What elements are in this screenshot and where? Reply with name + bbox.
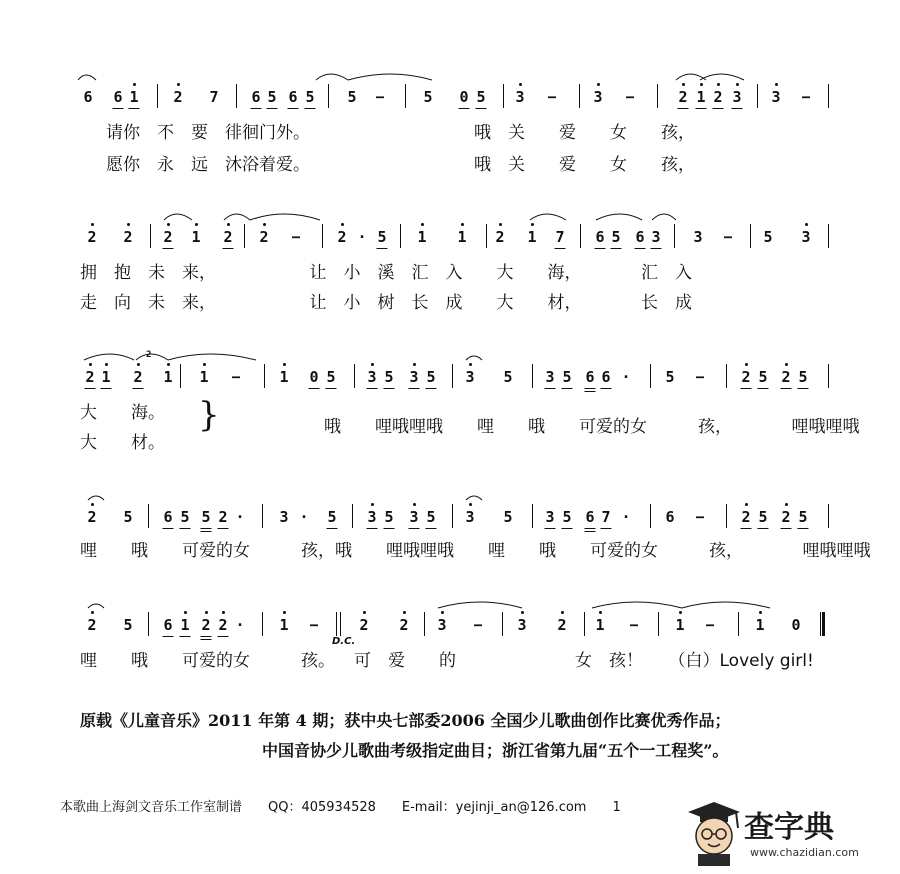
barline — [244, 224, 245, 248]
note: 6 — [665, 508, 675, 526]
note: 3 — [771, 88, 780, 106]
note: 2 — [713, 88, 722, 106]
note: 2 — [87, 508, 96, 526]
note: 1 — [163, 368, 172, 386]
lyric-line: 哦 哩哦哩哦 哩 哦 可爱的女 孩， 哩哦哩哦 — [324, 417, 860, 437]
barline — [658, 612, 659, 636]
note: − — [309, 616, 319, 634]
final-barline — [820, 612, 825, 636]
note: 2 — [218, 508, 227, 526]
barline — [262, 504, 263, 528]
graduate-avatar-icon — [684, 796, 744, 866]
note: − — [695, 368, 705, 386]
note: 5 — [423, 88, 433, 106]
note: 2 — [259, 228, 268, 246]
note: · — [235, 616, 245, 634]
lyric-line: 可 爱 的 女 孩！ （白）Lovely girl! — [354, 651, 814, 671]
barline — [452, 504, 453, 528]
note: − — [547, 88, 557, 106]
note: 6 — [251, 88, 260, 106]
note: 3 — [801, 228, 810, 246]
barline — [328, 84, 329, 108]
note: 3 — [515, 88, 524, 106]
note: 2 — [201, 616, 210, 634]
note: 5 — [758, 368, 767, 386]
barline — [352, 504, 353, 528]
barline — [828, 224, 829, 248]
barline — [405, 84, 406, 108]
note: 1 — [191, 228, 200, 246]
note: 0 — [309, 368, 318, 386]
note: 3 — [409, 508, 418, 526]
note: 5 — [180, 508, 189, 526]
lyric-line: 大 材。 — [80, 433, 165, 453]
barline — [532, 504, 533, 528]
note: 5 — [763, 228, 773, 246]
barline — [750, 224, 751, 248]
note: 0 — [791, 616, 801, 634]
note: − — [473, 616, 483, 634]
note: 5 — [562, 508, 571, 526]
slur-marks — [0, 208, 900, 222]
slur-marks — [0, 348, 900, 362]
award-note: 中国音协少儿歌曲考级指定曲目；浙江省第九届“五个一工程奖”。 — [262, 741, 729, 760]
note: 7 — [601, 508, 610, 526]
grace-note: 2 — [146, 350, 152, 360]
note: 5 — [327, 508, 336, 526]
note: 5 — [503, 508, 513, 526]
barline — [738, 612, 739, 636]
note: − — [231, 368, 241, 386]
note: 3 — [545, 508, 554, 526]
barline — [726, 504, 727, 528]
slur-marks — [0, 596, 900, 610]
note: 5 — [201, 508, 210, 526]
note: 6 — [595, 228, 604, 246]
note: 5 — [377, 228, 386, 246]
note: 2 — [557, 616, 566, 634]
note: 1 — [696, 88, 705, 106]
note: 3 — [465, 508, 474, 526]
barline — [503, 84, 504, 108]
note: 5 — [347, 88, 357, 106]
barline — [580, 224, 581, 248]
barline — [650, 364, 651, 388]
slur-marks — [0, 68, 900, 82]
lyric-line: 大 海。 — [80, 403, 165, 423]
note: 2 — [173, 88, 182, 106]
note: 2 — [495, 228, 504, 246]
barline — [157, 84, 158, 108]
note: − — [625, 88, 635, 106]
barline — [400, 224, 401, 248]
note: − — [723, 228, 733, 246]
note: 5 — [758, 508, 767, 526]
note: 2 — [87, 228, 96, 246]
logo-url: www.chazidian.com — [750, 846, 859, 859]
note: 5 — [426, 368, 435, 386]
note: 5 — [384, 508, 393, 526]
barline — [828, 364, 829, 388]
slur-marks — [0, 488, 900, 502]
note: 6 — [163, 616, 172, 634]
note: − — [695, 508, 705, 526]
barline — [148, 612, 149, 636]
score-system-5 — [0, 610, 900, 640]
lyric-line: 请你 不 要 徘徊门外。 — [106, 123, 310, 143]
note: 5 — [503, 368, 513, 386]
note: 2 — [87, 616, 96, 634]
note: 5 — [384, 368, 393, 386]
note: 6 — [635, 228, 644, 246]
note: 1 — [199, 368, 208, 386]
note: 3 — [367, 508, 376, 526]
dc-mark: D.C. — [332, 636, 356, 647]
note: 3 — [437, 616, 446, 634]
barline — [150, 224, 151, 248]
barline — [532, 364, 533, 388]
note: 2 — [781, 368, 790, 386]
note: 3 — [732, 88, 741, 106]
note: 2 — [337, 228, 346, 246]
note: 1 — [129, 88, 138, 106]
lyric-line: 哩 哦 可爱的女 孩。 — [80, 651, 335, 671]
note: 3 — [651, 228, 660, 246]
lyric-line: 走 向 未 来， 让 小 树 长 成 大 材， 长 成 — [80, 293, 692, 313]
logo-text: 查字典 — [744, 810, 834, 845]
note: − — [291, 228, 301, 246]
note: 3 — [693, 228, 703, 246]
note: 2 — [781, 508, 790, 526]
note: 5 — [665, 368, 675, 386]
note: · — [235, 508, 245, 526]
note: − — [801, 88, 811, 106]
note: 5 — [326, 368, 335, 386]
note: · — [621, 368, 631, 386]
note: 2 — [741, 368, 750, 386]
barline — [354, 364, 355, 388]
note: 5 — [426, 508, 435, 526]
note: 2 — [223, 228, 232, 246]
barline — [264, 364, 265, 388]
barline — [148, 504, 149, 528]
note: − — [629, 616, 639, 634]
note: − — [705, 616, 715, 634]
note: 1 — [595, 616, 604, 634]
note: 6 — [163, 508, 172, 526]
note: 1 — [101, 368, 110, 386]
note: 2 — [163, 228, 172, 246]
note: 2 — [123, 228, 132, 246]
lyric-line: 哩 哦 可爱的女 孩，哦 哩哦哩哦 哩 哦 可爱的女 孩， 哩哦哩哦 — [80, 541, 871, 561]
note: 5 — [611, 228, 620, 246]
lyric-line: 拥 抱 未 来， 让 小 溪 汇 入 大 海， 汇 入 — [80, 263, 692, 283]
barline — [757, 84, 758, 108]
note: 6 — [83, 88, 93, 106]
brace-mark: } — [198, 395, 220, 435]
note: 1 — [279, 368, 288, 386]
barline — [657, 84, 658, 108]
note: 6 — [585, 368, 594, 386]
note: 3 — [593, 88, 602, 106]
note: 0 — [459, 88, 468, 106]
barline — [584, 612, 585, 636]
note: 2 — [133, 368, 142, 386]
barline — [828, 84, 829, 108]
lyric-line: 哦 关 爱 女 孩， — [474, 123, 695, 143]
footer-credit: 本歌曲上海剑文音乐工作室制谱 QQ：405934528 E-mail：yejinji_an@126.com 1 — [60, 800, 621, 815]
note: 3 — [517, 616, 526, 634]
note: 2 — [399, 616, 408, 634]
note: 2 — [741, 508, 750, 526]
note: 5 — [123, 616, 133, 634]
note: 1 — [675, 616, 684, 634]
note: 1 — [180, 616, 189, 634]
double-barline — [336, 612, 341, 636]
note: 5 — [476, 88, 485, 106]
note: 3 — [409, 368, 418, 386]
note: · — [621, 508, 631, 526]
note: 3 — [465, 368, 474, 386]
barline — [236, 84, 237, 108]
note: 1 — [527, 228, 536, 246]
note: 5 — [123, 508, 133, 526]
note: 7 — [555, 228, 564, 246]
note: · — [357, 228, 367, 246]
note: · — [299, 508, 309, 526]
note: 6 — [113, 88, 122, 106]
barline — [726, 364, 727, 388]
publication-note: 原载《儿童音乐》2011 年第 4 期；获中央七部委2006 全国少儿歌曲创作比赛优秀作品； — [80, 711, 731, 730]
note: 7 — [209, 88, 219, 106]
note: 5 — [562, 368, 571, 386]
note: 6 — [585, 508, 594, 526]
barline — [452, 364, 453, 388]
lyric-line: 哦 关 爱 女 孩， — [474, 155, 695, 175]
score-system-4 — [0, 502, 900, 532]
score-system-3 — [0, 350, 900, 392]
note: 2 — [85, 368, 94, 386]
barline — [828, 504, 829, 528]
lyric-line: 愿你 永 远 沐浴着爱。 — [106, 155, 310, 175]
barline — [502, 612, 503, 636]
note: 5 — [798, 368, 807, 386]
note: − — [375, 88, 385, 106]
note: 3 — [279, 508, 289, 526]
barline — [424, 612, 425, 636]
note: 3 — [545, 368, 554, 386]
barline — [579, 84, 580, 108]
note: 1 — [457, 228, 466, 246]
note: 5 — [305, 88, 314, 106]
note: 5 — [267, 88, 276, 106]
score-system-2 — [0, 222, 900, 252]
barline — [486, 224, 487, 248]
note: 1 — [755, 616, 764, 634]
note: 2 — [218, 616, 227, 634]
note: 1 — [279, 616, 288, 634]
barline — [180, 364, 181, 388]
barline — [262, 612, 263, 636]
note: 1 — [417, 228, 426, 246]
barline — [322, 224, 323, 248]
note: 2 — [359, 616, 368, 634]
score-system-1 — [0, 82, 900, 112]
note: 6 — [288, 88, 297, 106]
note: 3 — [367, 368, 376, 386]
note: 2 — [678, 88, 687, 106]
barline — [674, 224, 675, 248]
note: 5 — [798, 508, 807, 526]
barline — [650, 504, 651, 528]
note: 6 — [601, 368, 610, 386]
